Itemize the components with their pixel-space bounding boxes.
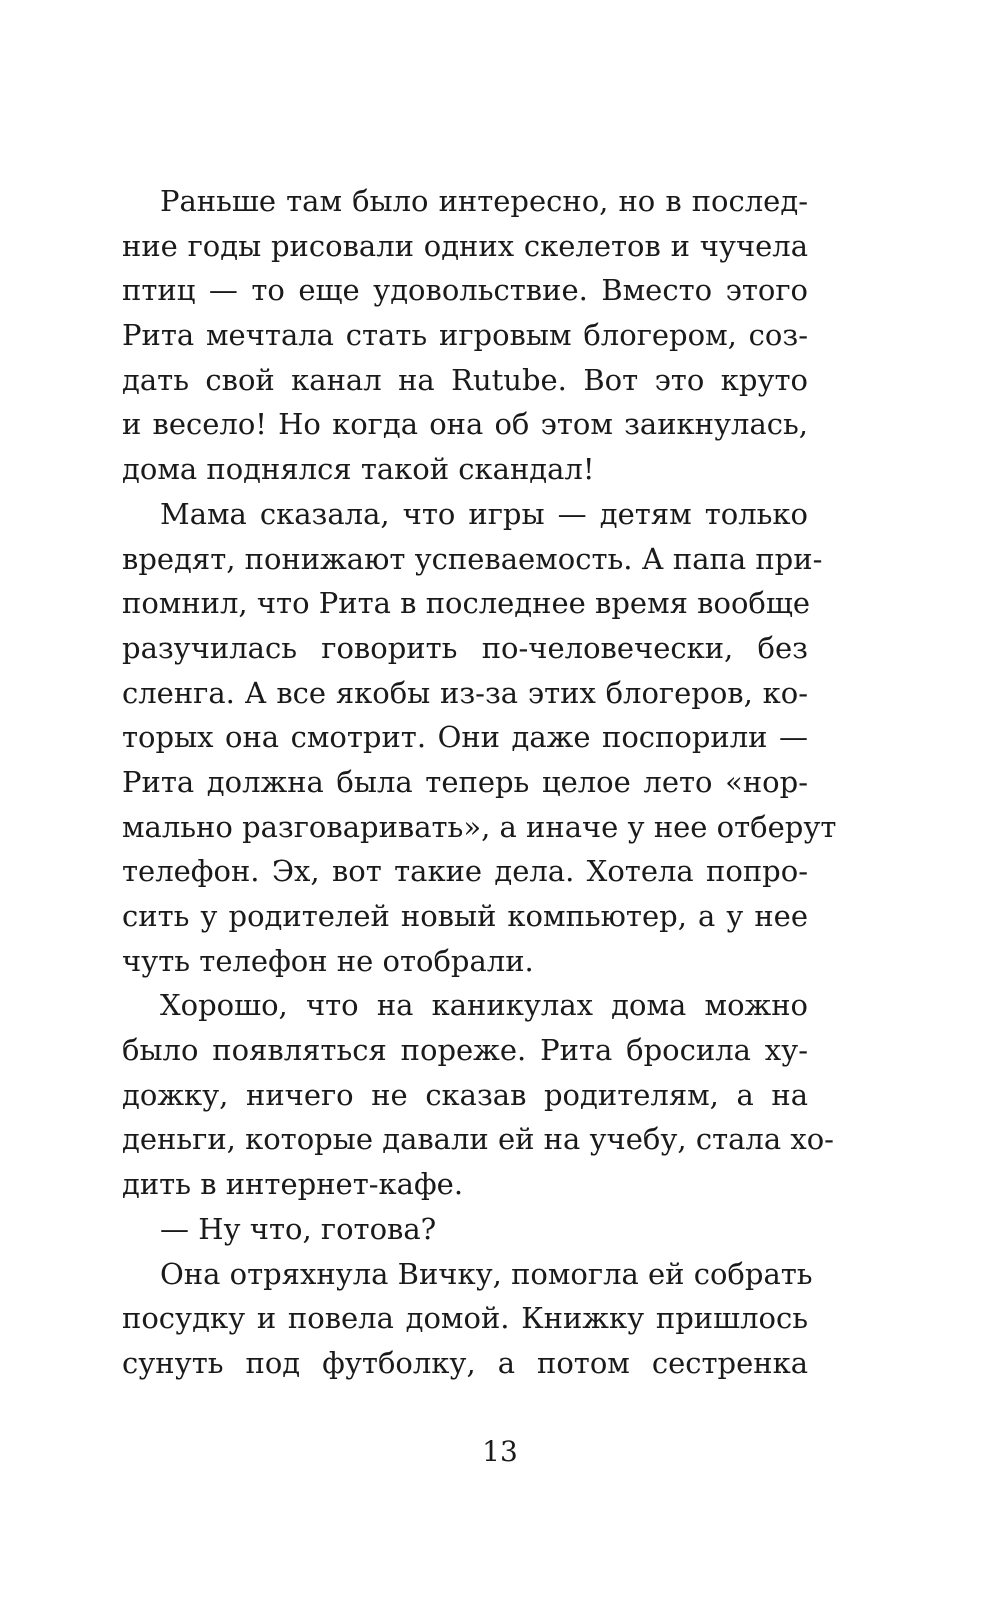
text-line: было появляться пореже. Рита бросила ху- [122, 1033, 808, 1068]
text-line: вредят, понижают успеваемость. А папа при- [122, 541, 823, 576]
text-line: разучилась говорить по-человечески, без [122, 630, 808, 665]
text-line: дожку, ничего не сказав родителям, а на [122, 1077, 808, 1112]
text-line: Хорошо, что на каникулах дома можно [160, 988, 808, 1023]
text-line: деньги, которые давали ей на учебу, стала хо- [122, 1122, 834, 1157]
page-number: 13 [482, 1435, 518, 1468]
text-line: сленга. А все якобы из-за этих блогеров, ко- [122, 675, 808, 710]
text-line: телефон. Эх, вот такие дела. Хотела попро- [122, 854, 808, 889]
text-line: помнил, что Рита в последнее время вообще [122, 586, 810, 621]
text-line: Рита мечтала стать игровым блогером, соз- [122, 318, 808, 353]
text-line: и весело! Но когда она об этом заикнулась, [122, 407, 808, 442]
text-line: дить в интернет-кафе. [122, 1167, 464, 1202]
text-line: посудку и повела домой. Книжку пришлось [122, 1301, 808, 1336]
text-line: Мама сказала, что игры — детям только [160, 496, 808, 531]
text-line: сунуть под футболку, а потом сестренка [122, 1345, 808, 1380]
text-line: Она отряхнула Вичку, помогла ей собрать [160, 1256, 813, 1291]
text-line: торых она смотрит. Они даже поспорили — [122, 720, 808, 755]
text-line: Раньше там было интересно, но в послед- [160, 184, 808, 218]
text-line: — Ну что, готова? [160, 1211, 437, 1246]
text-line: Рита должна была теперь целое лето «нор- [122, 764, 808, 799]
text-line: сить у родителей новый компьютер, а у нее [122, 899, 808, 933]
text-line: мально разговаривать», а иначе у нее отберут [122, 809, 837, 844]
text-line: птиц — то еще удовольствие. Вместо этого [122, 273, 808, 308]
text-line: дома поднялся такой скандал! [122, 452, 595, 487]
text-line: дать свой канал на Rutube. Вот это круто [122, 362, 808, 397]
body-text [122, 179, 837, 1386]
text-line: чуть телефон не отобрали. [122, 943, 534, 978]
text-line: ние годы рисовали одних скелетов и чучела [122, 228, 808, 263]
